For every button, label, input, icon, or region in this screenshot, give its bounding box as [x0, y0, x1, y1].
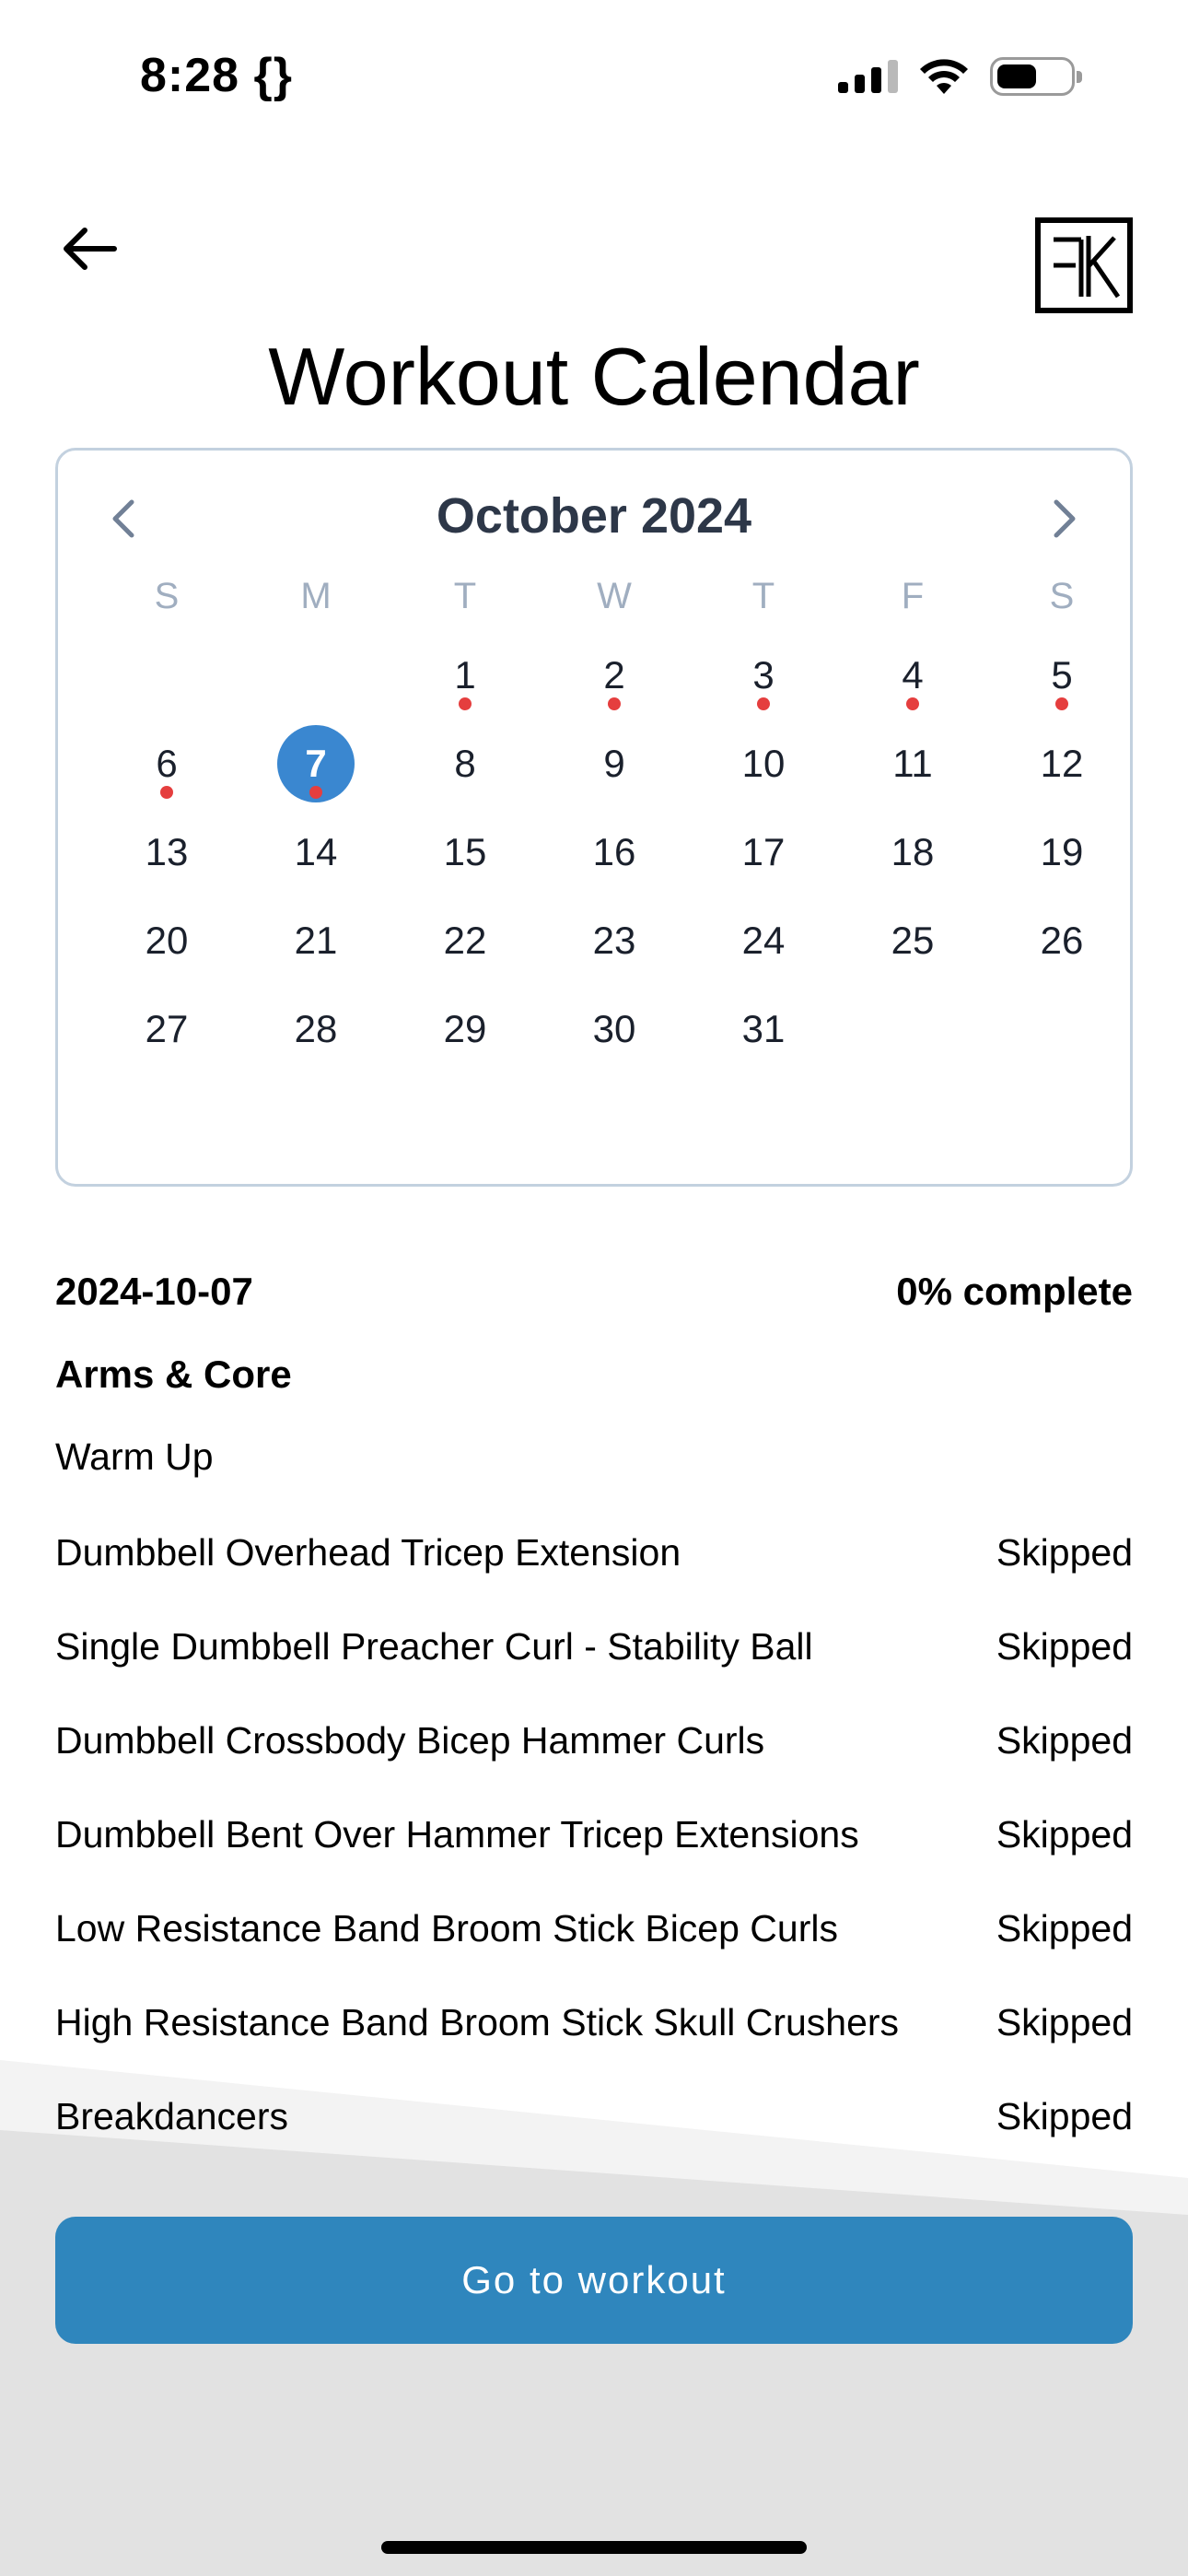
- workout-marker-dot: [309, 786, 322, 799]
- exercise-name: Dumbbell Crossbody Bicep Hammer Curls: [55, 1718, 765, 1762]
- weekday-label: S: [1049, 576, 1075, 616]
- calendar-day-selected[interactable]: [241, 720, 390, 808]
- exercise-status: Skipped: [996, 1718, 1133, 1762]
- brand-logo: [1035, 217, 1133, 313]
- calendar-day-number: 18: [891, 830, 935, 873]
- weekday-label: F: [901, 576, 925, 616]
- battery-icon: [990, 57, 1075, 96]
- calendar-day[interactable]: [987, 631, 1136, 720]
- calendar-day[interactable]: [838, 808, 987, 896]
- calendar-day-number: 31: [741, 1007, 786, 1050]
- calendar-day-number: 28: [294, 1007, 338, 1050]
- calendar-day[interactable]: [540, 720, 689, 808]
- calendar-day[interactable]: [689, 896, 838, 985]
- selected-date: 2024-10-07: [55, 1270, 253, 1313]
- workout-marker-dot: [608, 697, 621, 710]
- calendar-day[interactable]: [689, 720, 838, 808]
- calendar-day[interactable]: [689, 985, 838, 1073]
- exercise-status: Skipped: [996, 2000, 1133, 2043]
- page-title: Workout Calendar: [268, 331, 920, 422]
- exercise-status: Skipped: [996, 2094, 1133, 2137]
- weekday-label: M: [300, 576, 332, 616]
- calendar-day[interactable]: [390, 631, 540, 720]
- calendar-day-number: 25: [891, 919, 935, 962]
- calendar-day-number: 10: [741, 742, 786, 785]
- calendar-day[interactable]: [390, 985, 540, 1073]
- calendar-empty-cell: [92, 631, 241, 720]
- calendar-day-number: 7: [305, 742, 327, 785]
- exercise-name: Single Dumbbell Preacher Curl - Stability Ball: [55, 1624, 813, 1668]
- calendar-day-number: 24: [741, 919, 786, 962]
- exercise-status: Skipped: [996, 1624, 1133, 1668]
- calendar-empty-cell: [241, 631, 390, 720]
- calendar-day[interactable]: [540, 808, 689, 896]
- calendar-day-number: 11: [892, 742, 933, 785]
- calendar-day-number: 30: [592, 1007, 636, 1050]
- weekday-label: T: [453, 576, 477, 616]
- status-icons: [838, 57, 1075, 96]
- calendar-day-number: 21: [294, 919, 338, 962]
- calendar-card: [55, 448, 1133, 1187]
- calendar-day-number: 13: [145, 830, 189, 873]
- wifi-icon: [918, 57, 970, 96]
- calendar-day[interactable]: [92, 985, 241, 1073]
- calendar-day-number: 15: [443, 830, 487, 873]
- exercise-row[interactable]: [55, 1693, 1133, 1787]
- calendar-day[interactable]: [987, 808, 1136, 896]
- exercise-status: Skipped: [996, 1530, 1133, 1574]
- calendar-day-number: 12: [1040, 742, 1084, 785]
- workout-marker-dot: [1055, 697, 1068, 710]
- completion-status: 0% complete: [896, 1270, 1133, 1313]
- weekday-label: T: [751, 576, 775, 616]
- calendar-day-number: 9: [603, 742, 625, 785]
- calendar-day[interactable]: [540, 985, 689, 1073]
- calendar-day[interactable]: [390, 896, 540, 985]
- workout-marker-dot: [757, 697, 770, 710]
- calendar-day[interactable]: [540, 896, 689, 985]
- calendar-day[interactable]: [689, 808, 838, 896]
- exercise-row[interactable]: [55, 1505, 1133, 1599]
- exercise-row[interactable]: [55, 1787, 1133, 1881]
- calendar-day-number: 27: [145, 1007, 189, 1050]
- exercise-name: Breakdancers: [55, 2094, 288, 2137]
- calendar-day[interactable]: [92, 896, 241, 985]
- calendar-day[interactable]: [987, 896, 1136, 985]
- exercise-name: High Resistance Band Broom Stick Skull Crushers: [55, 2000, 900, 2043]
- calendar-day[interactable]: [241, 808, 390, 896]
- calendar-day-number: 2: [603, 653, 625, 697]
- calendar-day-number: 14: [294, 830, 338, 873]
- weekday-label: W: [597, 576, 632, 616]
- exercise-row[interactable]: [55, 1881, 1133, 1975]
- calendar-day[interactable]: [390, 808, 540, 896]
- exercise-row[interactable]: [55, 2069, 1133, 2163]
- exercise-name: Low Resistance Band Broom Stick Bicep Curls: [55, 1906, 838, 1950]
- calendar-day-number: 19: [1040, 830, 1084, 873]
- exercise-status: Skipped: [996, 1906, 1133, 1950]
- calendar-day-number: 26: [1040, 919, 1084, 962]
- calendar-day[interactable]: [838, 720, 987, 808]
- calendar-day[interactable]: [92, 720, 241, 808]
- home-indicator: [381, 2541, 807, 2554]
- exercise-status: Skipped: [996, 1812, 1133, 1856]
- workout-marker-dot: [160, 786, 173, 799]
- calendar-day-number: 17: [741, 830, 786, 873]
- calendar-day[interactable]: [241, 985, 390, 1073]
- calendar-days-grid: [92, 631, 1136, 1073]
- calendar-day[interactable]: [838, 631, 987, 720]
- exercise-name: Dumbbell Overhead Tricep Extension: [55, 1530, 681, 1574]
- calendar-day[interactable]: [689, 631, 838, 720]
- workout-marker-dot: [459, 697, 472, 710]
- calendar-day-number: 3: [752, 653, 775, 697]
- calendar-day-number: 6: [156, 742, 178, 785]
- weekday-header: [58, 576, 1130, 617]
- calendar-day-number: 22: [443, 919, 487, 962]
- calendar-day[interactable]: [838, 896, 987, 985]
- calendar-day-number: 29: [443, 1007, 487, 1050]
- workout-marker-dot: [906, 697, 919, 710]
- calendar-month-label: October 2024: [436, 488, 752, 544]
- exercise-name: Dumbbell Bent Over Hammer Tricep Extensions: [55, 1812, 859, 1856]
- next-month-button[interactable]: [1038, 486, 1093, 550]
- fk-logo-icon: [1041, 223, 1127, 308]
- weekday-label: S: [154, 576, 180, 616]
- calendar-day[interactable]: [241, 896, 390, 985]
- calendar-day[interactable]: [540, 631, 689, 720]
- calendar-day[interactable]: [987, 720, 1136, 808]
- calendar-day-number: 1: [454, 653, 476, 697]
- calendar-day-number: 20: [145, 919, 189, 962]
- calendar-day-number: 8: [454, 742, 476, 785]
- status-time: 8:28 {}: [140, 49, 293, 102]
- calendar-day[interactable]: [92, 808, 241, 896]
- exercise-list: [55, 1505, 1133, 2163]
- exercise-row[interactable]: [55, 1975, 1133, 2069]
- back-button[interactable]: [57, 221, 122, 276]
- go-to-workout-button[interactable]: Go to workout: [55, 2217, 1133, 2344]
- calendar-day-number: 23: [592, 919, 636, 962]
- calendar-day[interactable]: [390, 720, 540, 808]
- exercise-row[interactable]: [55, 1599, 1133, 1693]
- warm-up-label: Warm Up: [55, 1435, 214, 1478]
- arrow-left-icon: [57, 221, 122, 276]
- chevron-right-icon: [1038, 486, 1093, 550]
- cellular-signal-icon: [838, 60, 898, 93]
- calendar-day-number: 4: [902, 653, 924, 697]
- workout-name: Arms & Core: [55, 1352, 292, 1396]
- calendar-day-number: 5: [1051, 653, 1073, 697]
- calendar-day-number: 16: [592, 830, 636, 873]
